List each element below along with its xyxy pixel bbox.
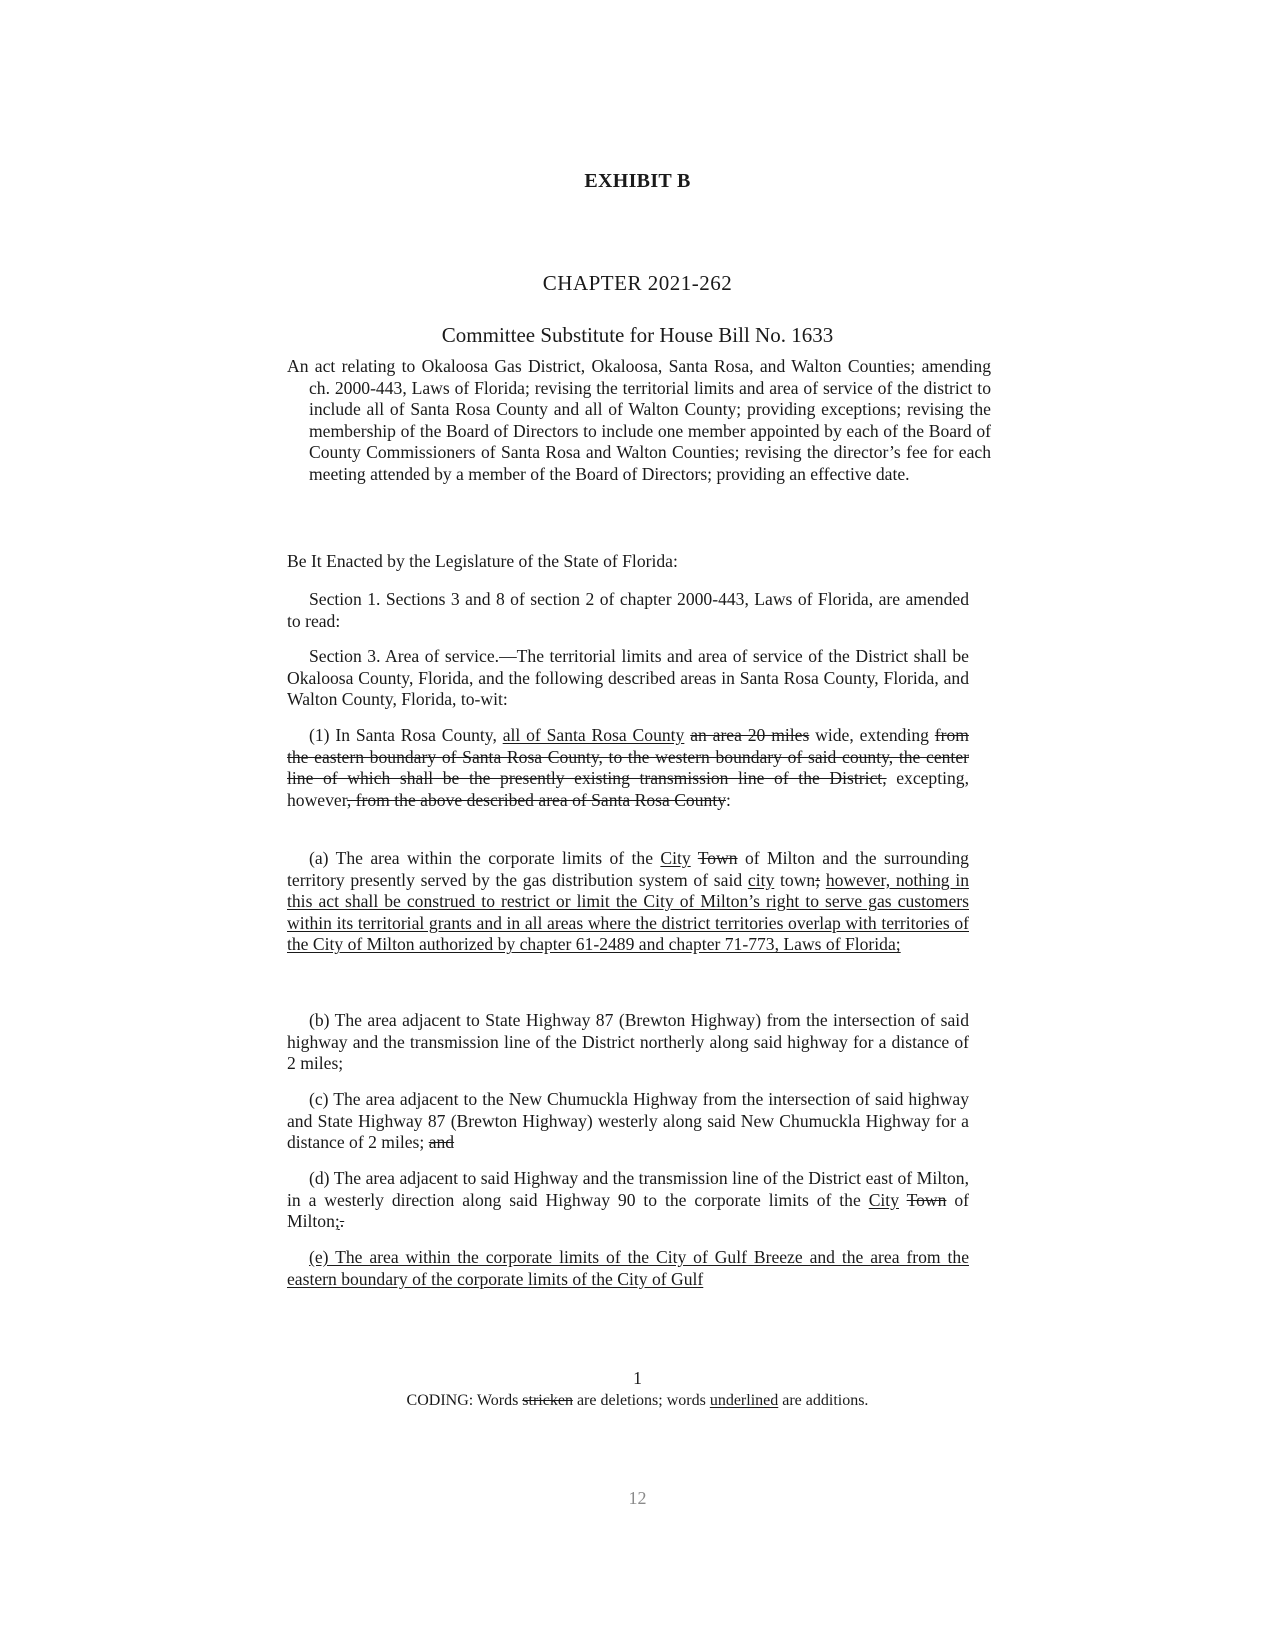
text [691, 848, 698, 868]
text: (d) The area adjacent to said Highway and the transmission line of the District east of Milton, in a westerly direction along said Highway 90 to the corporate limits of the [287, 1168, 969, 1210]
stamped-page-number: 12 [628, 1488, 647, 1508]
addition-example: underlined [709, 1392, 779, 1409]
deletion-example: stricken [522, 1392, 573, 1409]
addition: City [660, 848, 691, 868]
addition: (e) The area within the corporate limits of the City of Gulf Breeze and the area from the eastern boundary of the corporate limits of the City of Gulf [287, 1247, 969, 1289]
exhibit-heading: EXHIBIT B [584, 170, 691, 192]
text: are additions. [778, 1392, 869, 1409]
addition: all of Santa Rosa County [502, 725, 685, 745]
text: excepting, however [287, 768, 969, 810]
addition: ; [334, 1211, 340, 1232]
section-1: Section 1. Sections 3 and 8 of section 2 of chapter 2000-443, Laws of Florida, are amended to read: [287, 589, 969, 631]
paragraph-d [287, 1168, 969, 1233]
deletion: ; [815, 869, 821, 890]
text: CODING: Words [406, 1392, 523, 1409]
addition: however, nothing in this act shall be construed to restrict or limit the City of Milton’s right to serve gas customers within its territorial grants and in all areas where the district territories overlap with territories of the City of Milton authorized by chapter 61-2489 and chapter 71-773, Laws of Florida; [287, 869, 969, 955]
deletion: . [339, 1211, 345, 1232]
addition: City [868, 1189, 899, 1210]
text [899, 1190, 907, 1210]
paragraph-1 [287, 725, 969, 811]
enacting-clause: Be It Enacted by the Legislature of the State of Florida: [287, 551, 678, 571]
text: (1) In Santa Rosa County, [309, 725, 503, 745]
bill-heading: Committee Substitute for House Bill No. 1633 [441, 323, 834, 347]
text: of Milton [287, 1189, 969, 1232]
deletion: from the eastern boundary of Santa Rosa County, to the western boundary of said county, the center line of which shall be the presently existing transmission line of the District, [287, 725, 969, 789]
page-number: 1 [633, 1368, 642, 1388]
text: town [774, 869, 816, 890]
coding-legend [0, 1392, 1275, 1410]
text: (a) The area within the corporate limits of the [309, 848, 661, 868]
addition: city [747, 869, 775, 890]
deletion: an area 20 miles [690, 725, 810, 745]
paragraph-a [287, 848, 969, 956]
chapter-heading: CHAPTER 2021-262 [542, 271, 733, 295]
deletion: and [428, 1132, 455, 1153]
paragraph-c [287, 1089, 969, 1154]
text: are deletions; words [572, 1392, 710, 1409]
deletion: Town [697, 848, 738, 868]
text: of Milton and the surrounding territory presently served by the gas distribution system of said [287, 848, 969, 890]
paragraph-e [287, 1247, 969, 1290]
text: : [726, 789, 731, 810]
text: wide, extending [809, 725, 935, 745]
paragraph-b: (b) The area adjacent to State Highway 87 (Brewton Highway) from the intersection of said highway and the transmission line of the District northerly along said highway for a distance of 2 miles; [287, 1010, 969, 1074]
text: (c) The area adjacent to the New Chumuckla Highway from the intersection of said highway and State Highway 87 (Brewton Highway) westerly along said New Chumuckla Highway for a distance of 2 miles; [287, 1089, 969, 1153]
section-3: Section 3. Area of service.—The territorial limits and area of service of the District shall be Okaloosa County, Florida, and the following described areas in Santa Rosa County, Florida, and Walton County, Florida, to-wit: [287, 646, 969, 710]
deletion: Town [906, 1189, 947, 1210]
act-title: An act relating to Okaloosa Gas District, Okaloosa, Santa Rosa, and Walton Counties; amending ch. 2000-443, Laws of Florida; revising the territorial limits and area of service of the district to include all of Santa Rosa County and all of Walton County; providing exceptions; revising the membership of the Board of Directors to include one member appointed by each of the Board of County Commissioners of Santa Rosa and Walton Counties; revising the director’s fee for each meeting attended by a member of the Board of Directors; providing an effective date. [287, 356, 991, 484]
deletion: , from the above described area of Santa Rosa County [346, 789, 726, 810]
